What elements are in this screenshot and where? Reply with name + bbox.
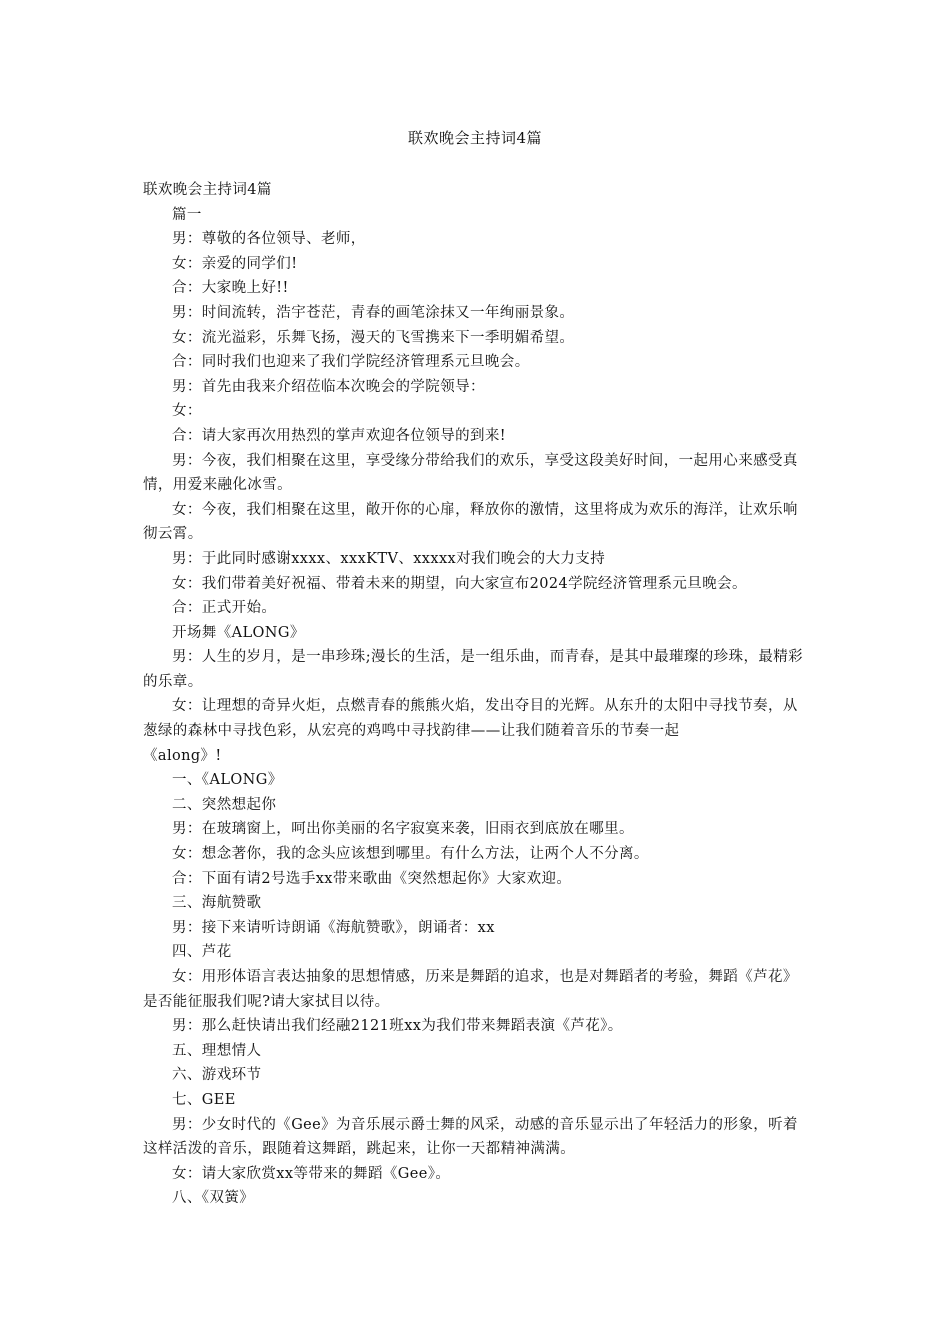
paragraph: 女：流光溢彩，乐舞飞扬，漫天的飞雪携来下一季明媚希望。	[172, 329, 575, 346]
paragraph: 女：想念著你，我的念头应该想到哪里。有什么方法，让两个人不分离。	[172, 846, 649, 863]
section-heading: 一、《ALONG》	[172, 772, 283, 789]
paragraph: 女：今夜，我们相聚在这里，敞开你的心扉，释放你的激情，这里将成为欢乐的海洋，让欢乐响彻云霄。	[143, 501, 798, 543]
paragraph: 男：今夜，我们相聚在这里，享受缘分带给我们的欢乐，享受这段美好时间，一起用心来感受真情，用爱来融化冰雪。	[143, 452, 798, 494]
document-body	[143, 178, 808, 1211]
paragraph: 合：同时我们也迎来了我们学院经济管理系元旦晚会。	[172, 354, 530, 371]
paragraph: 男：接下来请听诗朗诵《海航赞歌》，朗诵者：xx	[172, 919, 495, 936]
paragraph: 女：	[172, 403, 202, 420]
section-heading: 二、突然想起你	[172, 796, 277, 813]
document-title: 联欢晚会主持词4篇	[407, 129, 543, 147]
paragraph: 女：我们带着美好祝福、带着未来的期望，向大家宣布2024学院经济管理系元旦晚会。	[172, 575, 747, 592]
body-heading: 联欢晚会主持词4篇	[143, 182, 272, 198]
section-heading: 八、《双簧》	[172, 1190, 255, 1207]
section-heading: 篇一	[172, 206, 202, 223]
section-heading: 七、GEE	[172, 1091, 236, 1108]
paragraph: 男：首先由我来介绍莅临本次晚会的学院领导：	[172, 378, 485, 395]
paragraph: 合：下面有请2号选手xx带来歌曲《突然想起你》大家欢迎。	[172, 870, 572, 887]
paragraph: 男：少女时代的《Gee》为音乐展示爵士舞的风采，动感的音乐显示出了年轻活力的形象，听着这样活泼的音乐，跟随着这舞蹈，跳起来，让你一天都精神满满。	[143, 1116, 798, 1158]
paragraph: 女：亲爱的同学们!	[172, 255, 298, 272]
paragraph: 男：时间流转，浩宇苍茫，青春的画笔涂抹又一年绚丽景象。	[172, 304, 575, 321]
paragraph: 合：大家晚上好!!	[172, 280, 289, 297]
section-heading: 六、游戏环节	[172, 1067, 262, 1084]
paragraph: 女：让理想的奇异火炬，点燃青春的熊熊火焰，发出夺目的光辉。从东升的太阳中寻找节奏，从葱绿的森林中寻找色彩，从宏亮的鸡鸣中寻找韵律——让我们随着音乐的节奏一起	[143, 698, 798, 740]
paragraph: 男：尊敬的各位领导、老师，	[172, 231, 366, 248]
section-heading: 四、芦花	[172, 944, 232, 961]
section-heading: 开场舞《ALONG》	[172, 624, 305, 641]
paragraph: 男：在玻璃窗上，呵出你美丽的名字寂寞来袭，旧雨衣到底放在哪里。	[172, 821, 634, 838]
paragraph: 男：那么赶快请出我们经融2121班xx为我们带来舞蹈表演《芦花》。	[172, 1018, 623, 1035]
paragraph: 男：于此同时感谢xxxx、xxxKTV、xxxxx对我们晚会的大力支持	[172, 550, 606, 567]
paragraph: 《along》!	[143, 747, 222, 764]
paragraph: 合：请大家再次用热烈的掌声欢迎各位领导的到来!	[172, 427, 507, 444]
paragraph: 女：请大家欣赏xx等带来的舞蹈《Gee》。	[172, 1165, 451, 1182]
paragraph: 女：用形体语言表达抽象的思想情感，历来是舞蹈的追求，也是对舞蹈者的考验，舞蹈《芦花》是否能征服我们呢?请大家拭目以待。	[143, 969, 798, 1010]
paragraph: 男：人生的岁月，是一串珍珠;漫长的生活，是一组乐曲，而青春，是其中最璀璨的珍珠，最精彩的乐章。	[143, 649, 804, 690]
paragraph: 合：正式开始。	[172, 600, 277, 617]
section-heading: 五、理想情人	[172, 1042, 262, 1059]
section-heading: 三、海航赞歌	[172, 895, 262, 912]
